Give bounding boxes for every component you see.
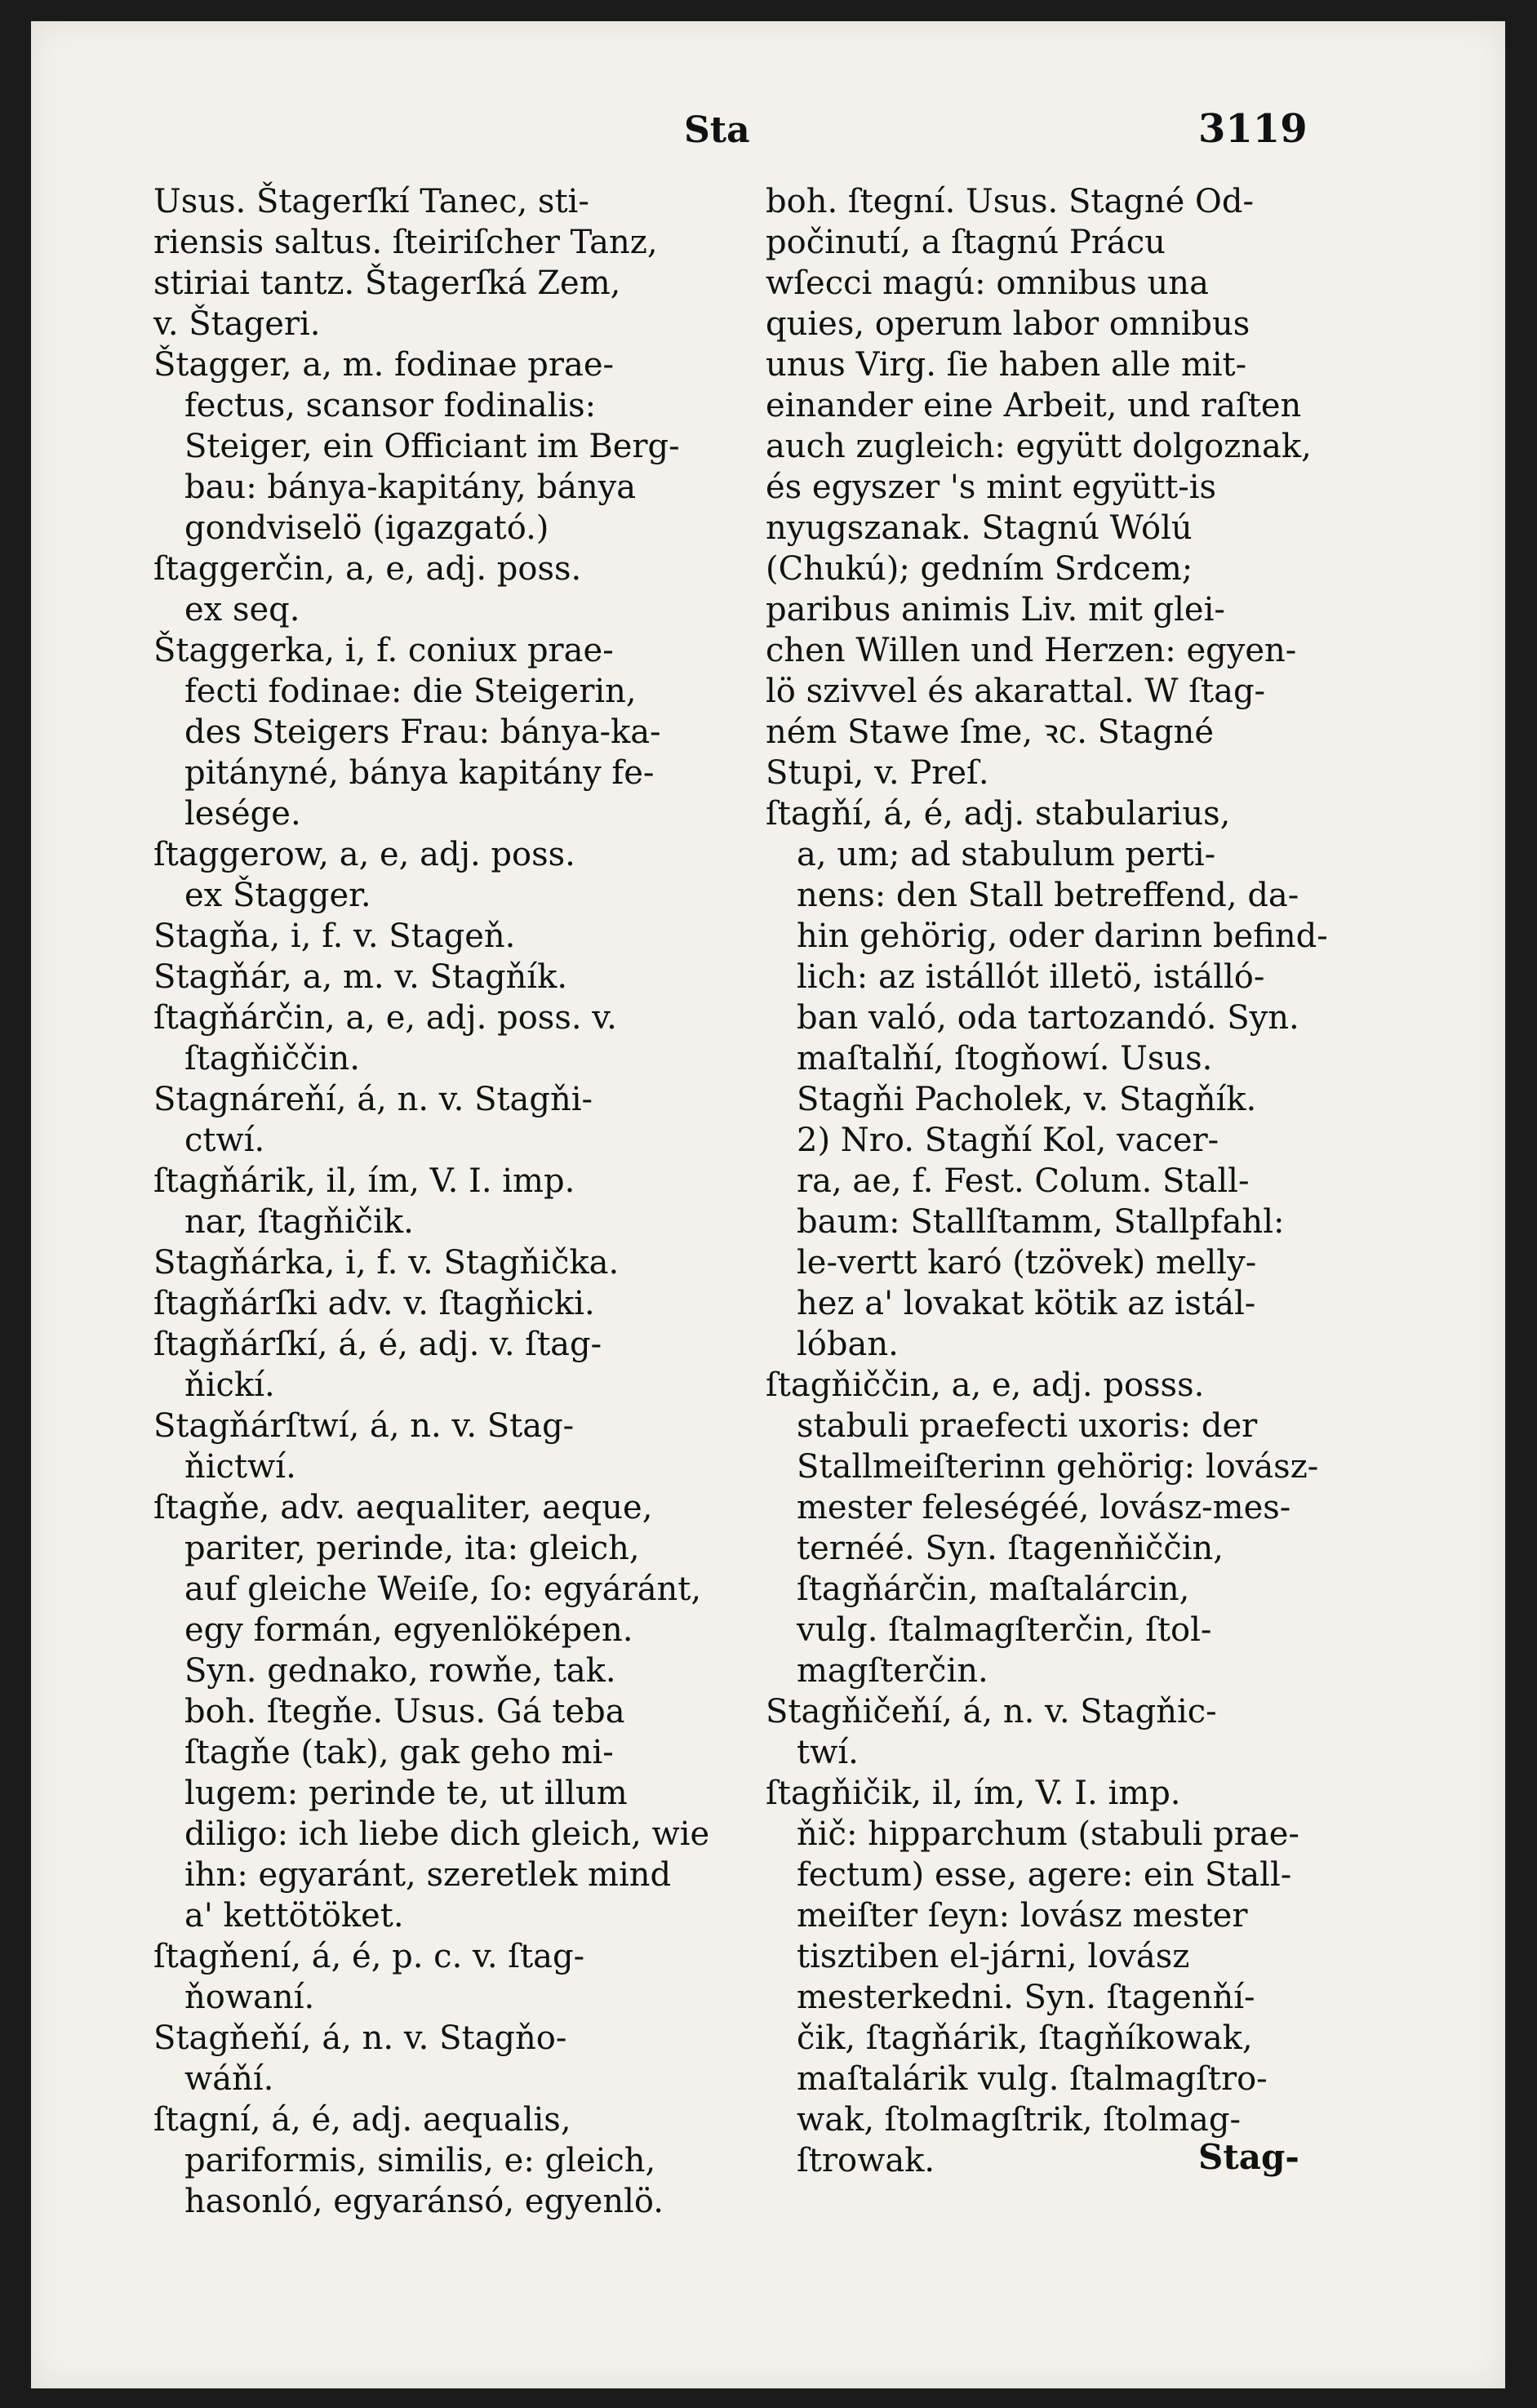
text-line: Stagňa, i, f. v. Stageň.	[153, 917, 516, 955]
text-line: ſtagňárſki adv. v. ſtagňicki.	[153, 1285, 595, 1322]
text-line: 2) Nro. Stagňí Kol, vacer-	[797, 1122, 1219, 1159]
text-line: nens: den Stall betreffend, da-	[797, 877, 1299, 914]
text-line: Stallmeiſterinn gehörig: lovász-	[797, 1448, 1319, 1486]
text-line: ſtagňe (tak), gak geho mi-	[184, 1734, 614, 1771]
text-line: Stupi, v. Preſ.	[766, 754, 989, 792]
text-line: magſterčin.	[797, 1652, 988, 1690]
text-line: fectus, scansor fodinalis:	[184, 387, 597, 424]
text-line: lóban.	[797, 1326, 899, 1363]
text-line: a, um; ad stabulum perti-	[797, 836, 1216, 873]
text-line: ſtagňí, á, é, adj. stabularius,	[766, 795, 1231, 833]
running-head: Sta	[684, 109, 750, 151]
text-line: Syn. gednako, rowňe, tak.	[184, 1652, 616, 1690]
text-line: des Steigers Frau: bánya-ka-	[184, 713, 661, 751]
text-line: Stagňičeňí, á, n. v. Stagňic-	[766, 1693, 1217, 1730]
text-line: boh. ſtegňe. Usus. Gá teba	[184, 1693, 625, 1730]
text-line: fecti fodinae: die Steigerin,	[184, 673, 637, 710]
text-line: stabuli praefecti uxoris: der	[797, 1407, 1258, 1445]
text-line: Usus. Štagerſkí Tanec, sti-	[153, 183, 589, 220]
text-line: ſtagní, á, é, adj. aequalis,	[153, 2101, 571, 2139]
text-line: és egyszer 's mint együtt-is	[766, 469, 1217, 506]
text-line: maſtalárik vulg. ſtalmagſtro-	[797, 2060, 1268, 2098]
text-line: twí.	[797, 1734, 859, 1771]
text-line: ném Stawe ſme, ꝛc. Stagné	[766, 713, 1215, 751]
text-line: ſtagňárčin, maſtalárcin,	[797, 1571, 1190, 1608]
text-line: ex seq.	[184, 591, 300, 629]
dictionary-page	[31, 21, 1505, 2388]
text-line: nyugszanak. Stagnú Wólú	[766, 509, 1193, 547]
text-line: hasonló, egyaránsó, egyenlö.	[184, 2183, 664, 2220]
text-line: (Chukú); gedním Srdcem;	[766, 550, 1193, 588]
text-line: ňič: hipparchum (stabuli prae-	[797, 1815, 1299, 1853]
text-line: gondviselö (igazgató.)	[184, 509, 549, 547]
text-line: ſtagňiččin.	[184, 1040, 360, 1077]
text-line: fectum) esse, agere: ein Stall-	[797, 1856, 1292, 1894]
text-line: ſtagňárčin, a, e, adj. poss. v.	[153, 999, 617, 1037]
text-line: pitányné, bánya kapitány fe-	[184, 754, 655, 792]
text-line: a' kettötöket.	[184, 1897, 404, 1935]
text-line: v. Štageri.	[153, 305, 321, 343]
text-line: Steiger, ein Officiant im Berg-	[184, 428, 680, 465]
text-line: ňickí.	[184, 1366, 275, 1404]
right-column	[766, 181, 1329, 2181]
text-line: wſecci magú: omnibus una	[766, 264, 1209, 302]
text-line: Stagnáreňí, á, n. v. Stagňi-	[153, 1081, 593, 1118]
text-line: baum: Stallſtamm, Stallpfahl:	[797, 1203, 1285, 1241]
text-line: ſtaggerow, a, e, adj. poss.	[153, 836, 575, 873]
text-line: počinutí, a ſtagnú Prácu	[766, 224, 1166, 261]
text-line: wáňí.	[184, 2060, 274, 2098]
text-line: vulg. ſtalmagſterčin, ſtol-	[797, 1611, 1212, 1649]
text-line: Stagňárka, i, f. v. Stagňička.	[153, 1244, 620, 1282]
text-line: ra, ae, f. Fest. Colum. Stall-	[797, 1162, 1250, 1200]
text-line: auch zugleich: együtt dolgoznak,	[766, 428, 1312, 465]
text-line: ſtagňárik, il, ím, V. I. imp.	[153, 1162, 575, 1200]
text-line: ňowaní.	[184, 1979, 315, 2016]
page-number: 3119	[1198, 106, 1308, 152]
text-line: Štagger, a, m. fodinae prae-	[153, 346, 615, 384]
text-line: ſtagňičik, il, ím, V. I. imp.	[766, 1775, 1181, 1812]
text-line: pariter, perinde, ita: gleich,	[184, 1530, 640, 1567]
text-line: mesterkedni. Syn. ſtagenňí-	[797, 1979, 1255, 2016]
text-line: auf gleiche Weiſe, ſo: egyáránt,	[184, 1571, 702, 1608]
text-line: mester feleségéé, lovász-mes-	[797, 1489, 1291, 1526]
text-line: einander eine Arbeit, und raſten	[766, 387, 1302, 424]
text-line: ſtaggerčin, a, e, adj. poss.	[153, 550, 582, 588]
text-line: Stagňeňí, á, n. v. Stagňo-	[153, 2019, 567, 2057]
text-line: Stagňárſtwí, á, n. v. Stag-	[153, 1407, 575, 1445]
text-line: ctwí.	[184, 1122, 265, 1159]
text-line: maſtalňí, ſtogňowí. Usus.	[797, 1040, 1213, 1077]
text-line: ſtrowak.	[797, 2142, 935, 2179]
text-line: unus Virg. ſie haben alle mit-	[766, 346, 1247, 384]
text-line: lugem: perinde te, ut illum	[184, 1775, 628, 1812]
text-line: wak, ſtolmagſtrik, ſtolmag-	[797, 2101, 1242, 2139]
text-line: lesége.	[184, 795, 301, 833]
text-line: lö szivvel és akarattal. W ſtag-	[766, 673, 1266, 710]
text-line: nar, ſtagňičik.	[184, 1203, 414, 1241]
text-line: ſtagňárſkí, á, é, adj. v. ſtag-	[153, 1326, 602, 1363]
text-line: ternéé. Syn. ſtagenňiččin,	[797, 1530, 1224, 1567]
text-line: Stagňár, a, m. v. Stagňík.	[153, 958, 568, 996]
text-line: meiſter ſeyn: lovász mester	[797, 1897, 1248, 1935]
text-line: boh. ſtegní. Usus. Stagné Od-	[766, 183, 1254, 220]
text-line: ihn: egyaránt, szeretlek mind	[184, 1856, 672, 1894]
text-line: lich: az istállót illetö, istálló-	[797, 958, 1265, 996]
text-line: ňictwí.	[184, 1448, 296, 1486]
text-line: quies, operum labor omnibus	[766, 305, 1250, 343]
text-line: tisztiben el-járni, lovász	[797, 1938, 1190, 1975]
text-line: ex Štagger.	[184, 877, 371, 914]
text-line: diligo: ich liebe dich gleich, wie	[184, 1815, 710, 1853]
catchword: Stag-	[1198, 2137, 1299, 2177]
text-line: ban való, oda tartozandó. Syn.	[797, 999, 1299, 1037]
text-line: Stagňi Pacholek, v. Stagňík.	[797, 1081, 1257, 1118]
text-line: paribus animis Liv. mit glei-	[766, 591, 1225, 629]
text-line: chen Willen und Herzen: egyen-	[766, 632, 1297, 669]
text-line: ſtagňiččin, a, e, adj. posss.	[766, 1366, 1205, 1404]
text-line: ſtagňení, á, é, p. c. v. ſtag-	[153, 1938, 585, 1975]
text-line: Štaggerka, i, f. coniux prae-	[153, 632, 614, 669]
text-line: čik, ſtagňárik, ſtagňíkowak,	[797, 2019, 1253, 2057]
text-line: hin gehörig, oder darinn befind-	[797, 917, 1328, 955]
text-line: le-vertt karó (tzövek) melly-	[797, 1244, 1257, 1282]
text-line: riensis saltus. ſteiriſcher Tanz,	[153, 224, 658, 261]
text-line: pariformis, similis, e: gleich,	[184, 2142, 656, 2179]
text-line: stiriai tantz. Štagerſká Zem,	[153, 264, 621, 302]
text-line: egy formán, egyenlöképen.	[184, 1611, 633, 1649]
text-line: bau: bánya-kapitány, bánya	[184, 469, 637, 506]
text-line: ſtagňe, adv. aequaliter, aeque,	[153, 1489, 653, 1526]
text-line: hez a' lovakat kötik az istál-	[797, 1285, 1256, 1322]
left-column	[153, 181, 717, 2222]
